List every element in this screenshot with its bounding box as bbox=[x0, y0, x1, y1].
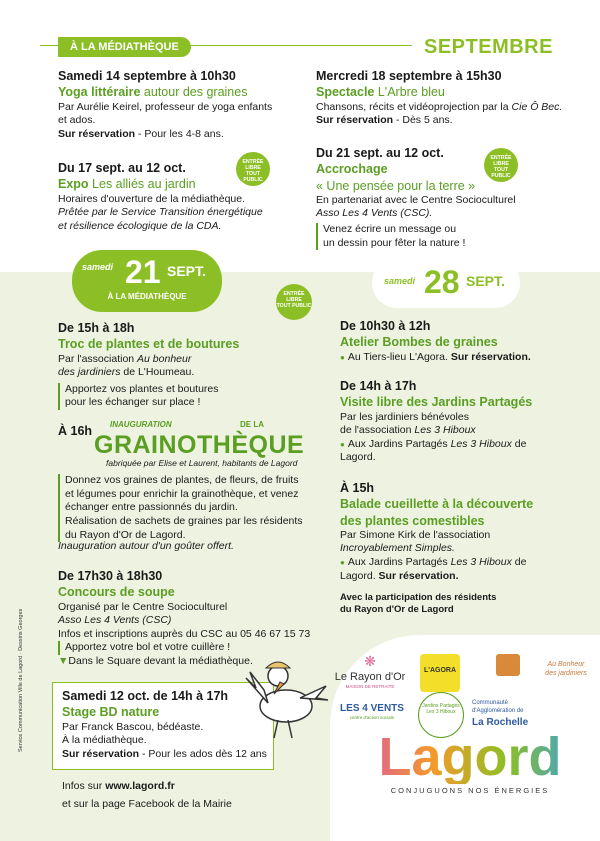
event-title: des plantes comestibles bbox=[340, 513, 485, 528]
event-line: Les 3 Hiboux bbox=[450, 556, 512, 569]
event-line: un dessin pour fêter la nature ! bbox=[323, 236, 466, 249]
event-line: Inauguration autour d'un goûter offert. bbox=[58, 540, 234, 552]
event-line: Organisé par le Centre Socioculturel bbox=[58, 600, 228, 613]
event-line: de L'Houmeau. bbox=[123, 366, 195, 379]
logo-text: La Rochelle bbox=[472, 716, 529, 728]
event-troc bbox=[58, 320, 308, 410]
logo-text: Le Rayon d'Or bbox=[334, 671, 406, 684]
grainotheque-logo: GRAINOTHÈQUE bbox=[94, 431, 305, 459]
location-icon: ▼ bbox=[58, 655, 69, 668]
event-date: Samedi 12 oct. de 14h à 17h bbox=[62, 689, 229, 703]
event-time: De 17h30 à 18h30 bbox=[58, 569, 163, 583]
badge-line: TOUT PUBLIC bbox=[243, 170, 263, 183]
event-line: Au bonheur bbox=[137, 352, 192, 365]
logo-text: Jardins Partagés Les 3 Hiboux bbox=[422, 703, 460, 715]
event-line: Infos et inscriptions auprès du CSC au 05 46 67 15 73 bbox=[58, 627, 311, 640]
entry-badge bbox=[484, 148, 518, 182]
participation-line: Avec la participation des résidents bbox=[340, 592, 497, 603]
event-balade bbox=[340, 480, 580, 583]
event-line: En partenariat avec le Centre Socioculturel bbox=[316, 193, 516, 206]
reservation-detail: - Pour les ados dès 12 ans bbox=[139, 747, 267, 760]
basket-icon bbox=[496, 654, 520, 676]
reservation-label: Sur réservation bbox=[62, 747, 140, 760]
event-time: De 15h à 18h bbox=[58, 321, 135, 335]
logo-text: LES 4 VENTS bbox=[340, 703, 404, 714]
event-spectacle bbox=[316, 68, 576, 128]
cloud-day: samedi bbox=[82, 262, 114, 272]
logo-lagord bbox=[360, 727, 580, 796]
event-line: Aux Jardins Partagés bbox=[347, 556, 448, 569]
event-title: Visite libre des Jardins Partagés bbox=[340, 395, 533, 410]
event-title: autour des graines bbox=[143, 85, 248, 100]
cloud-month: SEPT. bbox=[167, 263, 206, 279]
reservation-label: Sur réservation. bbox=[450, 350, 531, 363]
event-title: Balade cueillette à la découverte bbox=[340, 497, 534, 512]
event-title: Atelier Bombes de graines bbox=[340, 335, 498, 350]
event-line: Apportez vos plantes et boutures bbox=[65, 382, 219, 395]
event-accrochage bbox=[316, 145, 576, 250]
event-date: Mercredi 18 septembre à 15h30 bbox=[316, 69, 502, 83]
event-line: de bbox=[514, 556, 527, 569]
logo-sub: MAISON DE RETRAITE bbox=[345, 684, 395, 690]
event-title: Troc de plantes et de boutures bbox=[58, 337, 240, 352]
logo-agora bbox=[420, 654, 460, 692]
event-line: et ados. bbox=[58, 114, 96, 127]
event-title: L'Arbre bleu bbox=[377, 85, 445, 100]
reservation-detail: - Dès 5 ans. bbox=[393, 114, 453, 127]
event-line: Donnez vos graines de plantes, de fleurs, de fruits bbox=[65, 474, 299, 486]
event-line: Incroyablement Simples. bbox=[340, 542, 455, 555]
event-expo bbox=[58, 160, 308, 233]
badge-line: LIBRE bbox=[286, 296, 302, 303]
logo-sub: centre d'action sociale bbox=[349, 715, 395, 720]
butterfly-icon: ❋ bbox=[364, 653, 376, 669]
bird-wing-left bbox=[246, 672, 268, 703]
company: Cie Ô Bec. bbox=[511, 100, 563, 113]
event-title: Les alliés au jardin bbox=[92, 177, 196, 192]
event-line: Horaires d'ouverture de la médiathèque. bbox=[58, 192, 246, 205]
event-type: Expo bbox=[58, 177, 89, 192]
bird-illustration bbox=[238, 648, 330, 746]
bird-wing-right bbox=[300, 686, 328, 700]
badge-line: ENTRÉE bbox=[490, 155, 512, 161]
logo-text: d'Agglomération de bbox=[472, 707, 524, 714]
logo-rayon-dor bbox=[330, 652, 410, 690]
cloud-place: À LA MÉDIATHÈQUE bbox=[107, 292, 187, 301]
website-link[interactable]: www.lagord.fr bbox=[105, 780, 175, 792]
event-line: Lagord. bbox=[340, 569, 376, 582]
logo-au-bonheur bbox=[478, 654, 538, 676]
dela-label: DE LA bbox=[240, 420, 264, 429]
badge-line: TOUT PUBLIC bbox=[276, 302, 312, 309]
reservation-label: Sur réservation. bbox=[378, 569, 459, 582]
event-line: Réalisation de sachets de graines par les résidents bbox=[65, 514, 303, 527]
bird-head bbox=[268, 666, 288, 686]
event-type: Accrochage bbox=[316, 162, 388, 177]
event-type: Spectacle bbox=[316, 85, 375, 100]
event-line: Aux Jardins Partagés bbox=[347, 437, 448, 450]
entry-badge-middle bbox=[276, 284, 312, 320]
badge-line: LIBRE bbox=[245, 164, 261, 171]
participation-note bbox=[340, 592, 580, 617]
side-credit: Service Communication Ville de Lagord · Dessins Georges bbox=[18, 608, 24, 752]
event-line: Apportez votre bol et votre cuillère ! bbox=[58, 641, 328, 655]
event-line: et résilience écologique de la CDA. bbox=[58, 219, 222, 232]
logo-text: Communauté bbox=[472, 700, 509, 706]
badge-line: ENTRÉE bbox=[283, 291, 305, 297]
header-tag: À LA MÉDIATHÈQUE bbox=[58, 37, 191, 57]
reservation-label: Sur réservation bbox=[58, 127, 136, 140]
info-line: Infos sur bbox=[62, 780, 103, 792]
event-time: De 10h30 à 12h bbox=[340, 319, 431, 333]
event-time: À 15h bbox=[340, 481, 375, 495]
event-date: Samedi 14 septembre à 10h30 bbox=[58, 69, 236, 83]
event-yoga bbox=[58, 68, 308, 141]
event-date: Du 17 sept. au 12 oct. bbox=[58, 161, 186, 175]
event-visite bbox=[340, 378, 580, 465]
event-line: de l'association bbox=[340, 424, 412, 437]
badge-line: TOUT PUBLIC bbox=[491, 166, 511, 179]
badge-line: LIBRE bbox=[493, 160, 509, 167]
date-cloud-28 bbox=[372, 258, 520, 308]
event-line: du Rayon d'Or de Lagord. bbox=[65, 528, 186, 541]
lagord-wordmark: Lagord bbox=[360, 730, 580, 784]
date-cloud-21 bbox=[72, 250, 222, 312]
event-line: Asso Les 4 Vents (CSC) bbox=[58, 614, 172, 627]
logo-4-vents bbox=[334, 702, 410, 721]
event-type: Yoga littéraire bbox=[58, 85, 141, 100]
event-line: Par Simone Kirk de l'association bbox=[340, 528, 491, 541]
reservation-label: Sur réservation bbox=[316, 114, 394, 127]
event-title: « Une pensée pour la terre » bbox=[316, 178, 476, 193]
event-line: de bbox=[514, 437, 527, 450]
participation-line: du Rayon d'Or de Lagord bbox=[340, 604, 454, 616]
cloud-num: 21 bbox=[125, 254, 161, 290]
cloud-month: SEPT. bbox=[466, 273, 505, 289]
event-title: Concours de soupe bbox=[58, 585, 175, 600]
event-line: Par Aurélie Keirel, professeur de yoga enfants bbox=[58, 100, 273, 113]
info-line: et sur la page Facebook de la Mairie bbox=[62, 797, 232, 810]
event-line: Venez écrire un message ou bbox=[323, 223, 457, 236]
event-line-text: Dans le Square devant la médiathèque. bbox=[68, 655, 253, 668]
event-line: Les 3 Hiboux bbox=[450, 437, 512, 450]
event-line: Par les jardiniers bénévoles bbox=[340, 410, 469, 423]
event-line: Prêtée par le Service Transition énergétique bbox=[58, 206, 263, 219]
info-footer bbox=[62, 780, 322, 811]
logo-credit: fabriquée par Elise et Laurent, habitants de Lagord bbox=[106, 458, 298, 468]
event-line: Chansons, récits et vidéoprojection par la bbox=[316, 100, 509, 113]
month-title: SEPTEMBRE bbox=[424, 36, 553, 58]
event-line: Au Tiers-lieu L'Agora. bbox=[347, 350, 448, 363]
logo-text: Au Bonheur bbox=[547, 661, 585, 668]
event-line: Par l'association bbox=[58, 352, 135, 365]
event-time: À 16h bbox=[58, 424, 93, 438]
entry-badge bbox=[236, 152, 270, 186]
event-line: À la médiathèque. bbox=[62, 734, 147, 747]
event-time: De 14h à 17h bbox=[340, 379, 417, 393]
inaug-label: INAUGURATION bbox=[110, 420, 172, 429]
bird-body bbox=[260, 690, 312, 722]
event-title: Stage BD nature bbox=[62, 705, 160, 720]
logo-cda bbox=[472, 700, 582, 729]
logo-au-bonheur-text bbox=[536, 660, 596, 678]
event-line: des jardiniers bbox=[58, 366, 121, 379]
event-date: Du 21 sept. au 12 oct. bbox=[316, 146, 444, 160]
event-line: Par Franck Bascou, bédéaste. bbox=[62, 720, 204, 733]
event-line: échanger entre passionnés du jardin. bbox=[65, 501, 238, 514]
logo-text: L'AGORA bbox=[424, 667, 456, 674]
cloud-num: 28 bbox=[424, 264, 460, 300]
reservation-detail: - Pour les 4-8 ans. bbox=[135, 127, 224, 140]
event-line: pour les échanger sur place ! bbox=[65, 396, 201, 409]
event-line: Asso Les 4 Vents (CSC). bbox=[316, 207, 433, 220]
badge-line: ENTRÉE bbox=[242, 159, 264, 165]
bird-hat bbox=[266, 662, 290, 668]
event-bombes bbox=[340, 318, 580, 364]
event-line: et légumes pour enrichir la grainothèque, et venez bbox=[65, 487, 299, 500]
cloud-day: samedi bbox=[384, 276, 416, 286]
bird-legs bbox=[274, 720, 292, 738]
logo-text: des jardiniers bbox=[545, 670, 587, 678]
slogan: CONJUGUONS NOS ÉNERGIES bbox=[390, 786, 550, 795]
event-line: Lagord. bbox=[340, 451, 376, 464]
event-line: Les 3 Hiboux bbox=[414, 424, 476, 437]
